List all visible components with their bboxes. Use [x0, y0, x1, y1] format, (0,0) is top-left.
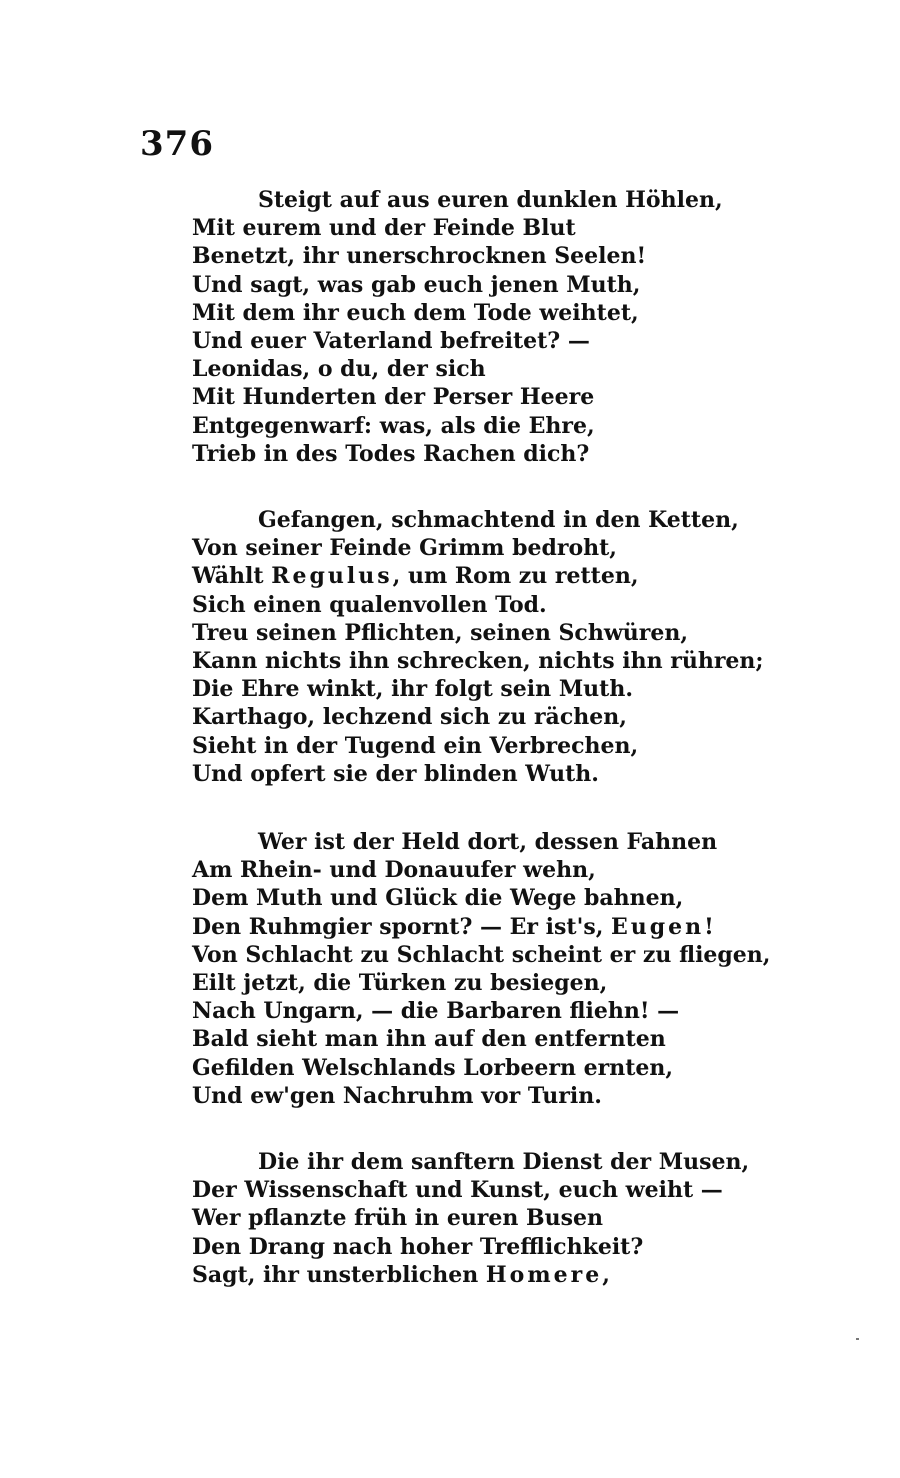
verse-line: Sieht in der Tugend ein Verbrechen,	[192, 732, 639, 759]
verse-line: Trieb in des Todes Rachen dich?	[192, 440, 590, 467]
verse-segment: , um Rom zu retten,	[392, 563, 639, 590]
verse-line: Dem Muth und Glück die Wege bahnen,	[192, 885, 684, 912]
verse-segment: !	[704, 913, 714, 940]
verse-line: Die Ehre winkt, ihr folgt sein Muth.	[192, 676, 633, 703]
verse-line: Von Schlacht zu Schlacht scheint er zu fliegen,	[192, 941, 771, 968]
verse-line	[192, 913, 752, 941]
verse-line: Am Rhein- und Donauufer wehn,	[192, 857, 596, 884]
verse-segment: Sagt, ihr unsterblichen	[192, 1261, 486, 1288]
verse-line: Wer ist der Held dort, dessen Fahnen	[258, 829, 718, 855]
verse-line: Mit Hunderten der Perser Heere	[192, 384, 595, 411]
stanza-1	[192, 186, 752, 468]
verse-line: Nach Ungarn, — die Barbaren fliehn! —	[192, 998, 680, 1025]
name-eugen: Eugen	[611, 913, 705, 940]
name-regulus: Regulus	[271, 563, 393, 590]
verse-line: Und euer Vaterland befreitet? —	[192, 328, 590, 355]
verse-line	[192, 562, 752, 590]
stanza-3	[192, 828, 771, 1110]
verse-line: Gefangen, schmachtend in den Ketten,	[258, 507, 739, 533]
verse-line: Entgegenwarf: was, als die Ehre,	[192, 412, 595, 439]
print-speck	[856, 1338, 859, 1340]
verse-line: Steigt auf aus euren dunklen Höhlen,	[258, 187, 723, 213]
verse-line: Und ew'gen Nachruhm vor Turin.	[192, 1082, 602, 1109]
stanza-2	[192, 506, 764, 788]
name-homere: Homere	[485, 1261, 603, 1288]
verse-line: Der Wissenschaft und Kunst, euch weiht —	[192, 1177, 723, 1204]
verse-segment: Den Ruhmgier spornt? — Er ist's,	[192, 913, 612, 940]
verse-line: Mit eurem und der Feinde Blut	[192, 215, 576, 242]
verse-line: Mit dem ihr euch dem Tode weihtet,	[192, 299, 639, 326]
verse-line: Gefilden Welschlands Lorbeern ernten,	[192, 1054, 674, 1081]
verse-line	[192, 1261, 752, 1289]
verse-line: Leonidas, o du, der sich	[192, 356, 486, 383]
verse-line: Den Drang nach hoher Trefflichkeit?	[192, 1233, 644, 1260]
page-number: 376	[140, 124, 214, 164]
verse-segment: Wählt	[192, 563, 272, 590]
verse-line: Wer pflanzte früh in euren Busen	[192, 1205, 604, 1232]
verse-line: Von seiner Feinde Grimm bedroht,	[192, 535, 617, 562]
verse-line: Die ihr dem sanftern Dienst der Musen,	[258, 1149, 750, 1175]
verse-line: Und sagt, was gab euch jenen Muth,	[192, 271, 641, 298]
verse-line: Sich einen qualenvollen Tod.	[192, 591, 547, 618]
stanza-4	[192, 1148, 752, 1289]
verse-line: Und opfert sie der blinden Wuth.	[192, 760, 599, 787]
verse-line: Kann nichts ihn schrecken, nichts ihn rühren;	[192, 648, 764, 675]
verse-line: Treu seinen Pflichten, seinen Schwüren,	[192, 619, 688, 646]
verse-line: Karthago, lechzend sich zu rächen,	[192, 704, 627, 731]
verse-line: Benetzt, ihr unerschrocknen Seelen!	[192, 243, 647, 270]
verse-line: Bald sieht man ihn auf den entfernten	[192, 1026, 666, 1053]
verse-segment: ,	[602, 1261, 610, 1288]
verse-line: Eilt jetzt, die Türken zu besiegen,	[192, 970, 608, 997]
